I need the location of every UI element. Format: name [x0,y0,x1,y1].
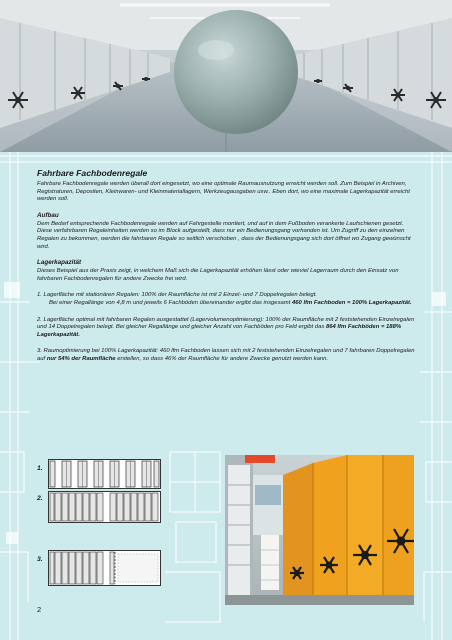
intro-paragraph: Fahrbare Fachbodenregale werden überall dort eingesetzt, wo eine optimale Raumausnutzung erreicht werden soll. Zum Beispiel in Archiven, Registraturen, Depositen, Kleinwaren- und Kleinmateriallagern, Werkzeugausgaben usw.. Eben dort, wo eine maximale Lagerkapazität erreicht werden soll. [37,181,410,203]
diagram-1-shelf-plan [48,459,161,489]
diagram-2-label: 2. [37,495,43,502]
aufbau-heading: Aufbau [37,211,59,219]
list-item-1-line1: 1. Lagerfläche mit stationären Regalen: 100% der Raumfläche ist mit 2 Einzel- und 7 Doppelregalen belegt. [37,292,317,299]
diagram-1 [48,459,161,489]
lagerkapazitaet-paragraph: Dieses Beispiel aus der Praxis zeigt, in welchem Maß sich die Lagerkapazität erhöhen lässt oder wieviel Lagerraum durch den Einsatz von fahrbaren Fachbodenregalen für andere Zwecke frei wird. [37,268,399,282]
list-item-1-line2 [37,300,415,308]
list-item-2 [37,317,415,340]
list-item-1 [37,292,415,307]
aufbau-paragraph: Dem Bedarf entsprechende Fachbodenregale werden auf Fahrgestelle montiert, und auf in dem Fußboden verankerte Laufschienen gesetzt. Diese verfahrbaren Regaleinheiten werden so im Block aufgestellt, dass nur ein Bedienungsgang vorhanden ist. Um Zugriff zu den einzelnen Regalen zu bekommen, werden die fahrbaren Regale so seitlich verschoben , dass der Bedienungsgang sich dort öffnet wo Zugang gewünscht wird. [37,220,411,250]
list-item-3-tail: erstellen, so dass 46% der Raumfläche für andere Zwecke genutzt werden kann. [115,355,329,362]
diagram-3 [48,550,161,586]
diagram-3-label: 3. [37,556,43,563]
diagram-2-shelf-plan [48,491,161,523]
list-item-3-highlight: nur 54% der Raumfläche [46,355,116,362]
shelving-photo [225,455,414,605]
list-item-3 [37,348,415,363]
list-item-1-highlight: 460 lfm Fachboden = 100% Lagerkapazität. [291,299,412,306]
lagerkapazitaet-heading: Lagerkapazität [37,259,82,267]
list-item-3-text: 3. Raumoptimierung bei 100% Lagerkapazität: 460 lfm Fachboden lassen sich mit 2 feststehenden Einzelregalen und 7 fahrbaren Doppelregalen auf [37,348,415,362]
diagram-1-label: 1. [37,465,43,472]
hero-photo-illustration [0,0,452,152]
list-item-1-line2-text: Bei einer Regallänge von 4,8 m und jeweils 6 Fachböden übereinander ergibt das insgesamt [49,299,292,306]
diagram-2 [48,491,161,523]
diagram-3-shelf-plan [48,550,161,586]
list-item-2-text: 2. Lagerfläche optimal mit fahrbaren Regalen ausgestattet (Lagervolumenoptimierung): 100% der Raumfläche mit 2 feststehenden Einzelregalen und 14 Doppelregalen belegt. Bei gleicher Regallänge und gleicher Anzahl von Fachböden pro Feld ergibt das [37,316,415,331]
section-title: Fahrbare Fachbodenregale [37,168,148,178]
page-number: 2 [37,605,42,614]
text-column [37,168,415,364]
shelving-photo-illustration [225,455,414,605]
list-item-2-highlight: 864 lfm Fachböden = 188% Lagerkapazität. [37,324,402,338]
hero-photo [0,0,452,152]
